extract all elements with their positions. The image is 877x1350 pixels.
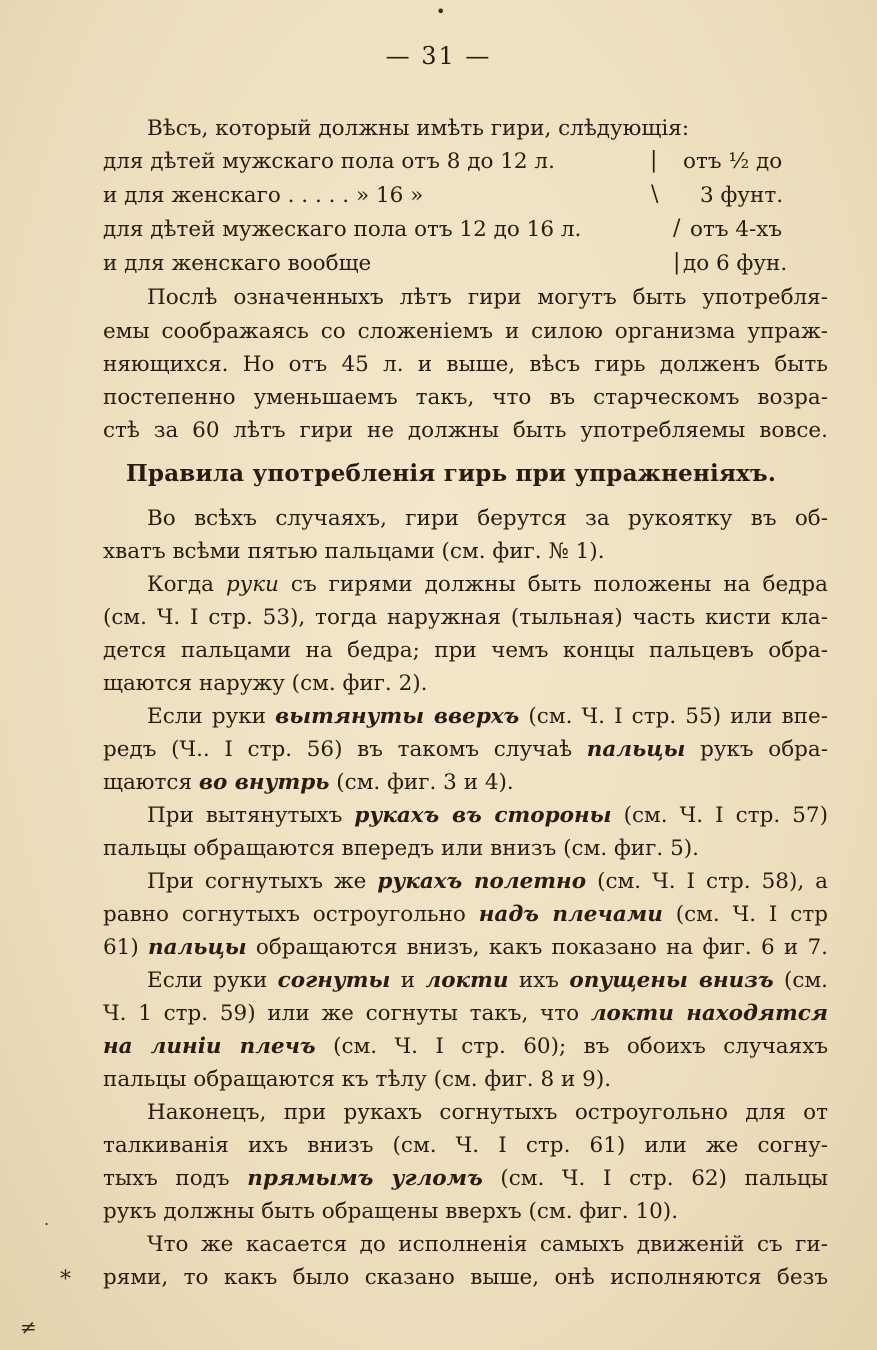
brace-mark: \ bbox=[651, 182, 659, 207]
text-line: няющихся. Но отъ 45 л. и выше, вѣсъ гирь долженъ быть bbox=[103, 352, 828, 377]
text-run: Если руки bbox=[147, 704, 276, 729]
text-run: (см. фиг. 3 и 4). bbox=[329, 770, 514, 795]
text-run: (см. bbox=[773, 968, 829, 993]
italic-run: вытянуты вверхъ bbox=[275, 704, 520, 729]
italic-run: во внутрь bbox=[198, 770, 330, 795]
brace-mark: / bbox=[673, 216, 681, 241]
text-line: щаются наружу (см. фиг. 2). bbox=[103, 671, 428, 696]
table-row-1-weight: отъ ½ до bbox=[683, 149, 783, 174]
text-run: обращаются внизъ, какъ показано на фиг. 6 и 7. bbox=[246, 935, 828, 960]
table-row-1-group: для дѣтей мужскаго пола отъ 8 до 12 л. bbox=[103, 149, 555, 174]
ink-speck: • bbox=[436, 2, 446, 21]
italic-run: руки bbox=[225, 572, 279, 597]
brace-mark: | bbox=[650, 148, 658, 173]
table-row-2-group: и для женскаго . . . . . » 16 » bbox=[103, 183, 424, 208]
text-line: емы соображаясь со сложеніемъ и силою организма упраж- bbox=[103, 319, 828, 344]
text-run: (см. Ч. I стр. 57) bbox=[611, 803, 828, 828]
text-line: Наконецъ, при рукахъ согнутыхъ остроугольно для от bbox=[147, 1100, 828, 1125]
text-line: дется пальцами на бедра; при чемъ концы пальцевъ обра- bbox=[103, 638, 828, 663]
text-line: хватъ всѣми пятью пальцами (см. фиг. № 1). bbox=[103, 539, 605, 564]
text-run: щаются bbox=[103, 770, 199, 795]
text-run: При согнутыхъ же bbox=[147, 869, 378, 894]
text-line bbox=[147, 574, 828, 596]
italic-run: локти bbox=[425, 968, 509, 993]
text-run: При вытянутыхъ bbox=[147, 803, 355, 828]
text-run: Когда bbox=[147, 572, 226, 597]
text-line bbox=[103, 1036, 828, 1058]
text-line: постепенно уменьшаемъ такъ, что въ старческомъ возра- bbox=[103, 385, 828, 410]
text-line: стѣ за 60 лѣтъ гири не должны быть употребляемы вовсе. bbox=[103, 418, 828, 443]
italic-run: локти находятся bbox=[590, 1001, 828, 1026]
text-line bbox=[103, 904, 828, 926]
text-line: Во всѣхъ случаяхъ, гири берутся за рукоятку въ об- bbox=[147, 506, 828, 531]
text-line: талкиванія ихъ внизъ (см. Ч. I стр. 61) или же согну- bbox=[103, 1133, 828, 1158]
text-run: 61) bbox=[103, 935, 148, 960]
text-run: (см. Ч. I стр. 58), а bbox=[586, 869, 828, 894]
text-run: Ч. 1 стр. 59) или же согнуты такъ, что bbox=[103, 1001, 591, 1026]
text-line: Что же касается до исполненія самыхъ движеній съ ги- bbox=[147, 1232, 828, 1257]
text-run: тыхъ подъ bbox=[103, 1166, 248, 1191]
table-row-2-weight: 3 фунт. bbox=[700, 183, 784, 208]
text-run: (см. Ч. I стр. 60); въ обоихъ случаяхъ bbox=[315, 1034, 828, 1059]
intro-line: Вѣсъ, который должны имѣть гири, слѣдующія: bbox=[147, 116, 690, 141]
italic-run: надъ плечами bbox=[478, 902, 663, 927]
text-line: пальцы обращаются къ тѣлу (см. фиг. 8 и 9). bbox=[103, 1067, 612, 1092]
text-run: Если руки bbox=[147, 968, 278, 993]
text-line: Послѣ означенныхъ лѣтъ гири могутъ быть употребля- bbox=[147, 285, 828, 310]
italic-run: пальцы bbox=[148, 935, 247, 960]
text-run: редъ (Ч.. I стр. 56) въ такомъ случаѣ bbox=[103, 737, 587, 762]
italic-run: на линіи плечъ bbox=[103, 1034, 316, 1059]
text-run: (см. Ч. I стр bbox=[662, 902, 828, 927]
text-line bbox=[103, 1168, 828, 1190]
italic-run: пальцы bbox=[586, 737, 686, 762]
italic-run: опущены внизъ bbox=[569, 968, 774, 993]
table-row-3-weight: отъ 4-хъ bbox=[690, 217, 783, 242]
text-run: рукъ обра- bbox=[685, 737, 828, 762]
text-line: рукъ должны быть обращены вверхъ (см. фиг. 10). bbox=[103, 1199, 679, 1224]
italic-run: рукахъ въ стороны bbox=[354, 803, 612, 828]
text-run: равно согнутыхъ остроугольно bbox=[103, 902, 479, 927]
text-line: рями, то какъ было сказано выше, онѣ исполняются безъ bbox=[103, 1265, 828, 1290]
text-line bbox=[103, 937, 828, 959]
text-line bbox=[147, 706, 828, 728]
text-line bbox=[103, 772, 514, 794]
italic-run: согнуты bbox=[277, 968, 391, 993]
text-run: (см. Ч. I стр. 55) или впе- bbox=[519, 704, 828, 729]
section-heading: Правила употребленія гирь при упражненіяхъ. bbox=[126, 460, 777, 487]
text-line: (см. Ч. I стр. 53), тогда наружная (тыльная) часть кисти кла- bbox=[103, 605, 828, 630]
text-line bbox=[147, 970, 828, 992]
table-row-3-group: для дѣтей мужескаго пола отъ 12 до 16 л. bbox=[103, 217, 582, 242]
table-row-4-weight: до 6 фун. bbox=[683, 251, 788, 276]
text-line: пальцы обращаются впередъ или внизъ (см. фиг. 5). bbox=[103, 836, 699, 861]
text-run: и bbox=[390, 968, 426, 993]
text-line bbox=[103, 739, 828, 761]
text-line bbox=[103, 1003, 828, 1025]
table-row-4-group: и для женскаго вообще bbox=[103, 251, 372, 276]
text-run: съ гирями должны быть положены на бедра bbox=[278, 572, 828, 597]
italic-run: прямымъ угломъ bbox=[247, 1166, 483, 1191]
text-line bbox=[147, 871, 828, 893]
brace-mark: | bbox=[673, 250, 681, 275]
page-number: — 31 — bbox=[385, 42, 492, 70]
ink-speck: . bbox=[44, 1210, 50, 1229]
ink-speck: ⁎ bbox=[60, 1260, 71, 1285]
italic-run: рукахъ полетно bbox=[377, 869, 587, 894]
ink-speck: ≠ bbox=[20, 1315, 37, 1339]
text-run: (см. Ч. I стр. 62) пальцы bbox=[482, 1166, 828, 1191]
text-run: ихъ bbox=[508, 968, 570, 993]
text-line bbox=[147, 805, 828, 827]
